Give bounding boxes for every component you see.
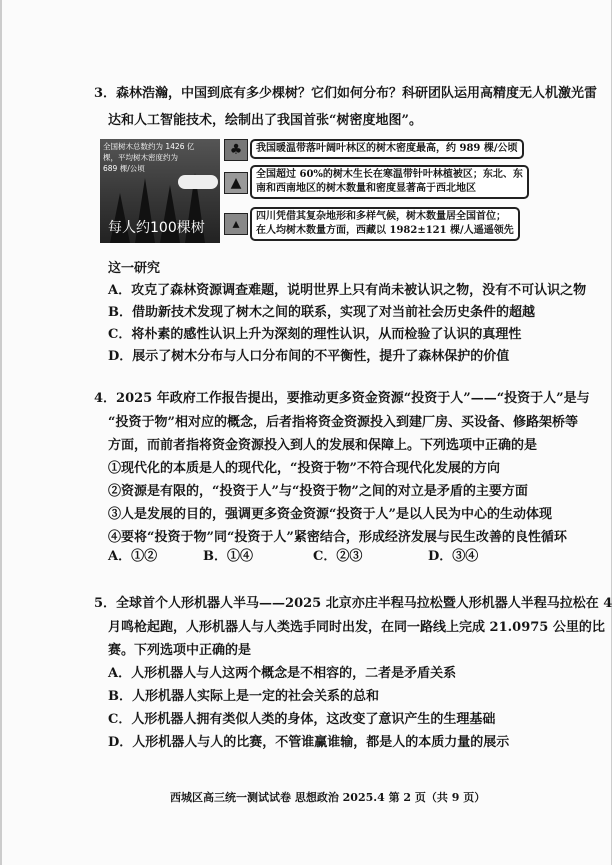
q3-option-a: A．攻克了森林资源调查难题，说明世界上只有尚未被认识之物，没有不可认识之物 [108,283,587,298]
broadleaf-tree-icon: ♣ [224,139,248,161]
q3-line-1: 3．森林浩瀚，中国到底有多少棵树？它们如何分布？科研团队运用高精度无人机激光雷 [94,86,598,101]
q3-option-d: D．展示了树木分布与人口分布间的不平衡性，提升了森林保护的价值 [108,349,510,364]
q4-line-1: 4．2025 年政府工作报告提出，要推动更多资金资源“投资于人”——“投资于人”是与 [94,391,590,406]
q3-line-2: 达和人工智能技术，绘制出了我国首张“树密度地图”。 [108,113,422,128]
photo-caption: 每人约100棵树 [108,220,205,236]
q4-option-a: A．①② [108,549,158,564]
q5-option-a: A．人形机器人与人这两个概念是不相容的，二者是矛盾关系 [108,666,457,681]
fact-text: 全国超过 60%的树木生长在寒温带针叶林植被区；东北、东 [256,169,523,180]
q5-option-c: C．人形机器人拥有类似人类的身体，这改变了意识产生的生理基础 [108,712,496,727]
q4-option-d: D．③④ [428,549,479,564]
q4-item-1: ①现代化的本质是人的现代化，“投资于物”不符合现代化发展的方向 [108,461,500,476]
fact-text: 南和西南地区的树木数量和密度显著高于西北地区 [256,183,476,194]
page-footer: 西城区高三统一测试试卷 思想政治 2025.4 第 2 页（共 9 页） [170,791,486,804]
landscape-icon: ▴ [224,213,248,235]
conifer-tree-icon: ▲ [224,172,248,194]
fact-text: 四川凭借其复杂地形和多样气候，树木数量居全国首位； [256,211,506,222]
fact-box-3 [250,207,520,241]
q3-option-b: B．借助新技术发现了树木之间的联系，实现了对当前社会历史条件的超越 [108,305,535,320]
q4-item-4: ④要将“投资于物”同“投资于人”紧密结合，形成经济发展与民生改善的良性循环 [108,530,567,545]
q4-item-3: ③人是发展的目的，强调更多资金资源“投资于人”是以人民为中心的生动体现 [108,507,552,522]
q5-option-b: B．人形机器人实际上是一定的社会关系的总和 [108,689,379,704]
q5-option-d: D．人形机器人与人的比赛，不管谁赢谁输，都是人的本质力量的展示 [108,735,510,750]
q4-line-3: 方面，而前者指将资金资源投入到人的发展和保障上。下列选项中正确的是 [108,438,538,453]
photo-text-2: 棵，平均树木密度约为 [103,153,178,162]
fact-text: 在人均树木数量方面，西藏以 1982±121 棵/人遥遥领先 [256,225,514,236]
tree-density-figure [100,139,560,245]
q4-option-b: B．①④ [203,549,253,564]
q5-line-3: 赛。下列选项中正确的是 [108,643,252,658]
photo-text-3: 689 棵/公顷 [103,164,145,173]
q4-item-2: ②资源是有限的，“投资于人”与“投资于物”之间的对立是矛盾的主要方面 [108,484,528,499]
q4-option-c: C．②③ [313,549,363,564]
fact-box-2 [250,165,529,199]
forest-photo [100,139,220,243]
q3-option-c: C．将朴素的感性认识上升为深刻的理性认识，从而检验了认识的真理性 [108,327,522,342]
q5-line-2: 月鸣枪起跑，人形机器人与人类选手同时出发，在同一路线上完成 21.0975 公里的比 [108,620,605,635]
q3-stem: 这一研究 [108,261,161,276]
cloud-icon [178,175,218,189]
q4-line-2: “投资于物”相对应的概念，后者指将资金资源投入到建厂房、买设备、修路架桥等 [108,415,578,430]
photo-text-1: 全国树木总数约为 1426 亿 [103,142,195,151]
q5-line-1: 5．全球首个人形机器人半马——2025 北京亦庄半程马拉松暨人形机器人半程马拉松在 4 [94,596,612,611]
fact-text: 我国暖温带落叶阔叶林区的树木密度最高，约 989 棵/公顷 [256,143,518,154]
fact-box-1 [250,139,524,159]
